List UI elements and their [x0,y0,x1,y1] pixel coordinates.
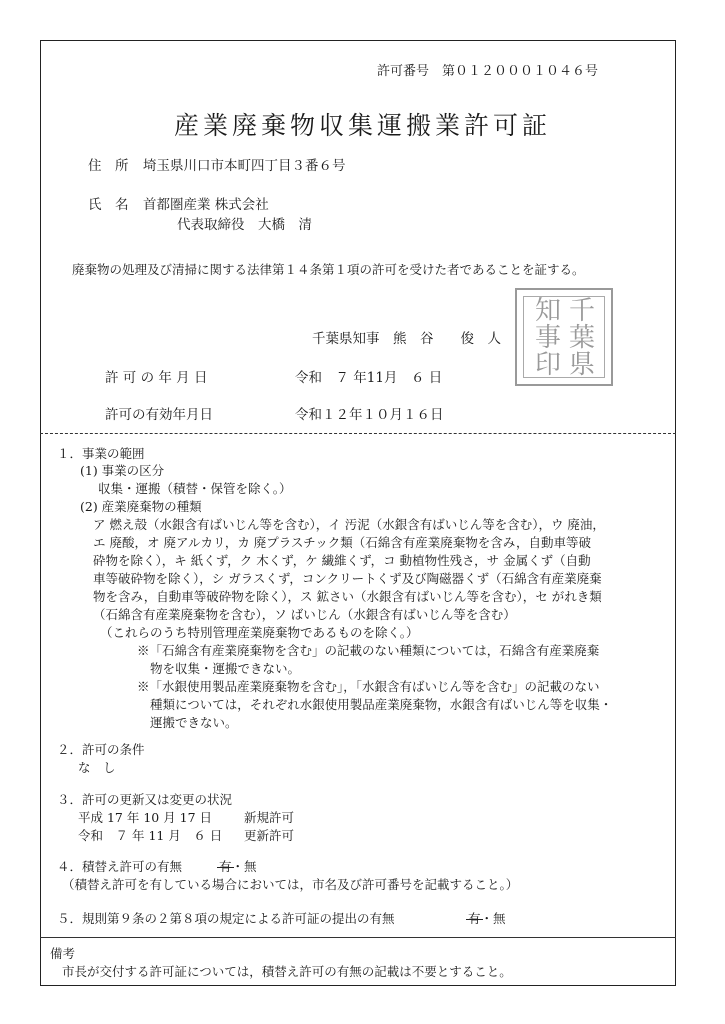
section-5-title: ５．規則第９条の２第８項の規定による許可証の提出の有無 [57,911,395,926]
struck-option: 有 [219,859,232,874]
struck-option: 有 [468,911,481,926]
page-title: 産業廃棄物収集運搬業許可証 [173,111,551,140]
waste-types-line: 物を含み，自動車等破砕物を除く），ス 鉱さい（水銀含有ばいじん等を含む），セ がれき類 [93,589,602,604]
waste-types-line: エ 廃酸，オ 廃アルカリ，カ 廃プラスチック類（石綿含有産業廃棄物を含み，自動車等破 [93,535,592,550]
permit-date-label: 許 可 の 年 月 日 [105,370,208,386]
note-mercury: 種類については，それぞれ水銀使用製品産業廃棄物，水銀含有ばいじん等を収集・ [150,697,613,712]
representative-name: 代表取締役 大橋 清 [177,217,312,233]
waste-types-line: 砕物を除く），キ 紙くず，ク 木くず，ケ 繊維くず，コ 動植物性残さ，サ 金属くず（自動 [93,553,591,568]
remarks-body: 市長が交付する許可証については，積替え許可の有無の記載は不要とすること。 [62,964,512,979]
renewal-date: 平成 17 年 10 月 17 日 [78,810,213,825]
section-1-2-title: (2) 産業廃棄物の種類 [80,499,202,514]
expiry-date-value: 令和１２年１０月１６日 [295,407,444,423]
section-4-note: （積替え許可を有している場合においては，市名及び許可番号を記載すること。） [62,877,519,892]
section-divider [40,433,676,434]
selected-option: 無 [244,859,257,874]
section-1-1-body: 収集・運搬（積替・保管を除く。） [98,481,292,496]
official-seal: 千 葉 県 知 事 印 [515,288,613,386]
submission-options: 有・無 [468,911,506,926]
transshipment-options: 有・無 [219,859,257,874]
name-label: 氏 名 [88,197,129,213]
renewal-status: 更新許可 [244,828,295,843]
waste-types-exclusion: （これらのうち特別管理産業廃棄物であるものを除く。） [100,625,419,640]
note-mercury: ※「水銀使用製品産業廃棄物を含む」，「水銀含有ばいじん等を含む」の記載のない [137,679,600,694]
expiry-date-label: 許可の有効年月日 [105,407,213,423]
section-3-title: ３．許可の更新又は変更の状況 [57,792,233,807]
company-name: 首都圏産業 株式会社 [143,197,269,213]
note-mercury: 運搬できない。 [150,715,238,730]
note-asbestos: 物を収集・運搬できない。 [150,661,301,676]
remarks-divider [40,937,676,938]
address-label: 住 所 [88,158,129,174]
waste-types-line: ア 燃え殻（水銀含有ばいじん等を含む），イ 汚泥（水銀含有ばいじん等を含む），ウ 廃油， [93,517,605,532]
section-2-body: な し [78,760,116,775]
section-1-1-title: (1) 事業の区分 [80,463,165,478]
section-1-title: １．事業の範囲 [57,446,145,461]
renewal-status: 新規許可 [244,810,295,825]
section-4-title: ４．積替え許可の有無 [57,859,183,874]
note-asbestos: ※「石綿含有産業廃棄物を含む」の記載のない種類については，石綿含有産業廃棄 [137,643,600,658]
section-2-title: ２．許可の条件 [57,742,145,757]
remarks-label: 備考 [50,946,76,961]
selected-option: 無 [493,911,506,926]
waste-types-line: （石綿含有産業廃棄物を含む），ソ ばいじん（水銀含有ばいじん等を含む） [93,607,516,622]
permit-date-value: 令和 ７ 年11月 ６ 日 [295,370,443,386]
address-value: 埼玉県川口市本町四丁目３番６号 [143,158,346,174]
certification-statement: 廃棄物の処理及び清掃に関する法律第１４条第１項の許可を受けた者であることを証する。 [72,262,585,277]
waste-types-line: 車等破砕物を除く），シ ガラスくず，コンクリートくず及び陶磁器くず（石綿含有産業廃棄 [93,571,602,586]
permit-number: 許可番号 第０１２０００１０４６号 [377,64,599,79]
issuer-name: 千葉県知事 熊 谷 俊 人 [312,331,501,347]
renewal-date: 令和 ７ 年 11 月 ６ 日 [78,828,223,843]
